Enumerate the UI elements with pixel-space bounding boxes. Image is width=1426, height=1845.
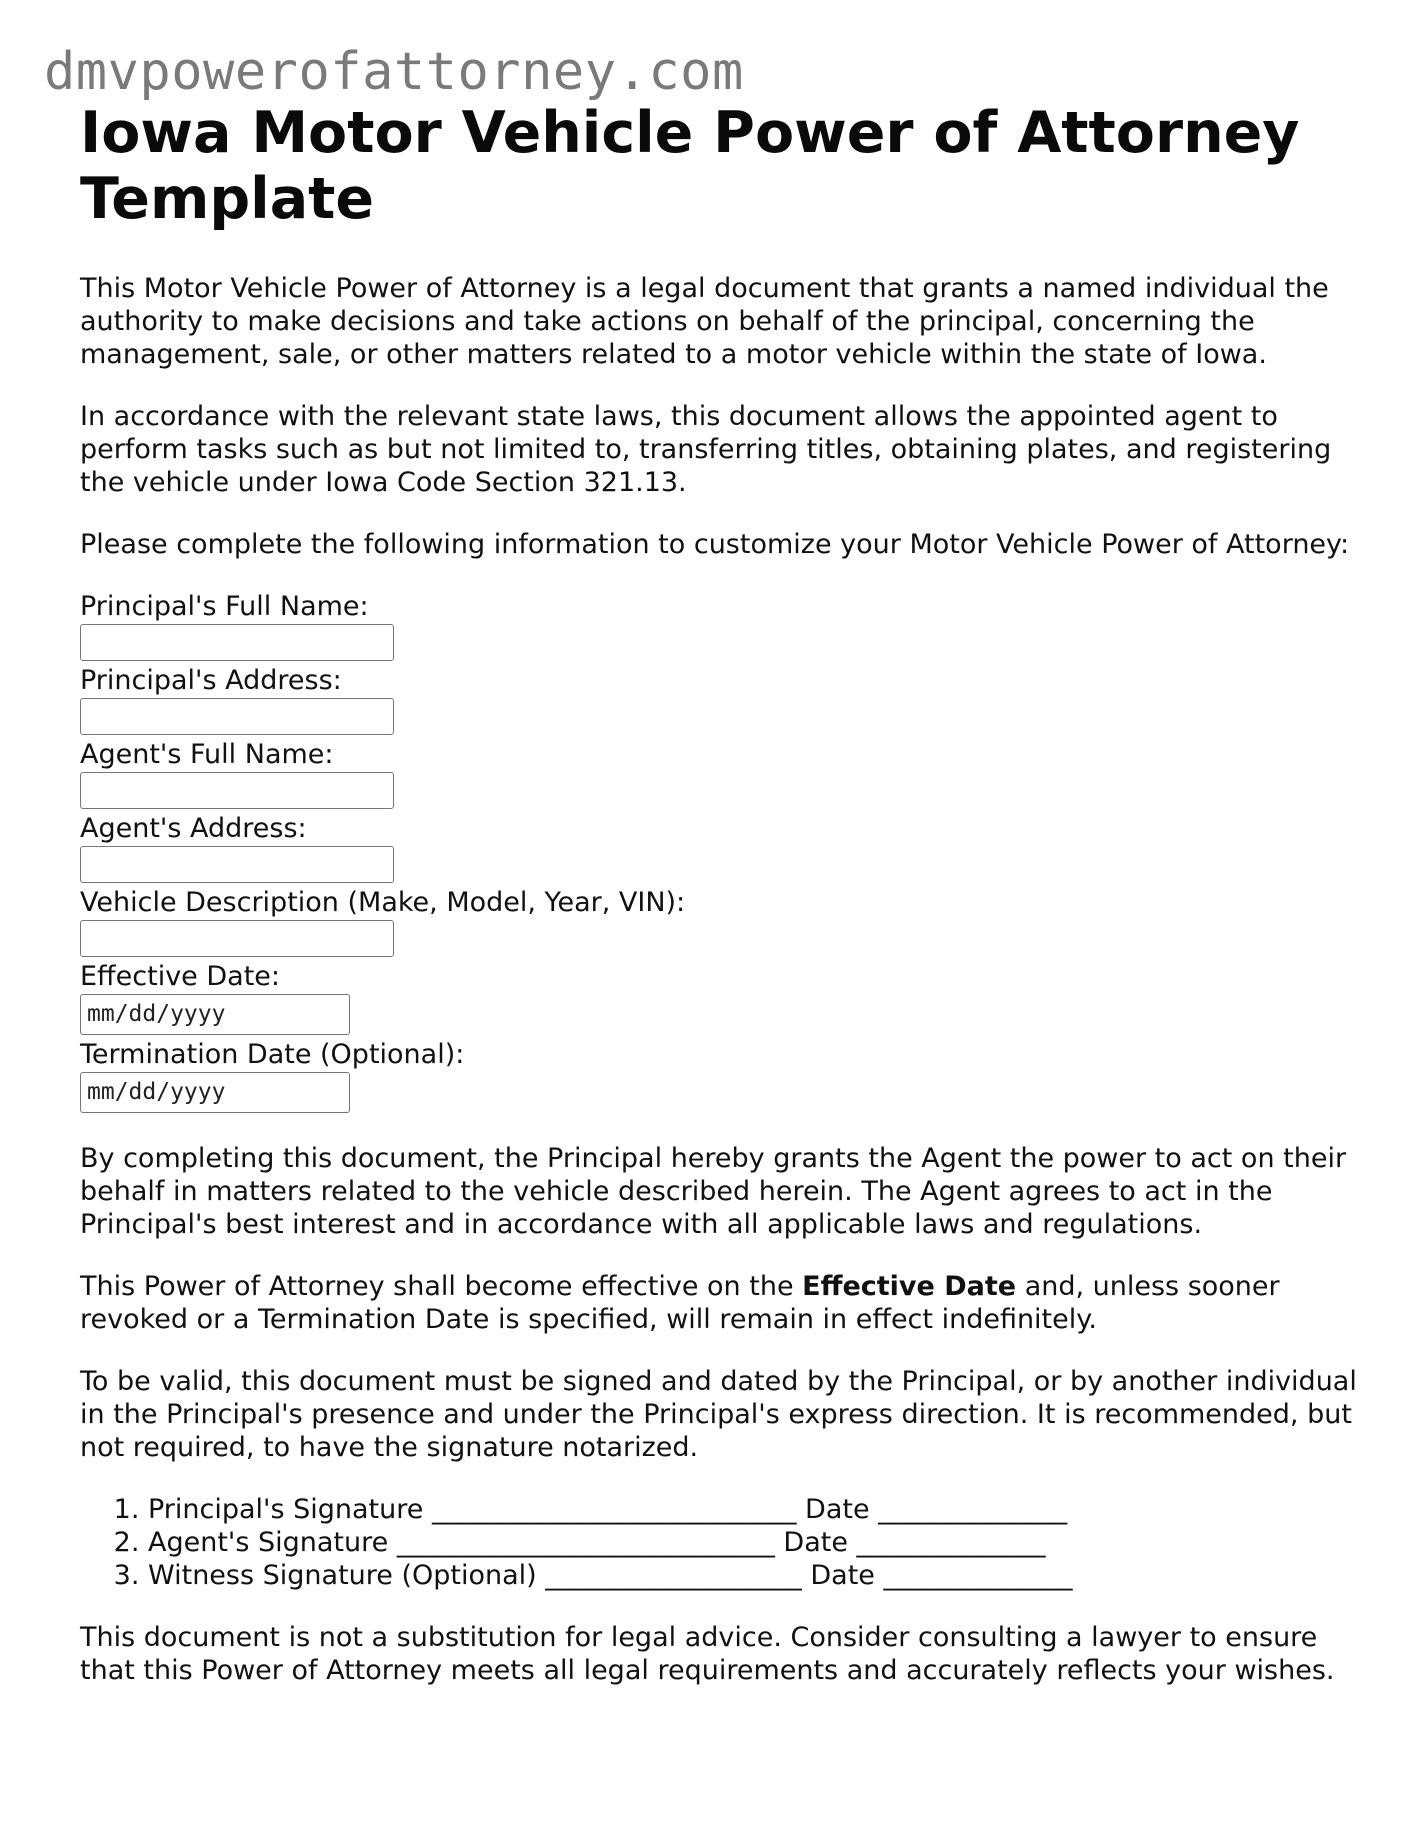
principal-name-label: Principal's Full Name:: [80, 591, 369, 622]
poa-form: [80, 590, 1370, 1113]
effective-text-after: and, unless sooner revoked or a Termination Date is specified, will remain in effect indefinitely.: [80, 1271, 1280, 1335]
validity-paragraph: To be valid, this document must be signed and dated by the Principal, or by another individual in the Principal's presence and under the Principal's express direction. It is recommended, but not required, to have the signature notarized.: [80, 1366, 1357, 1463]
witness-signature-line: 3. Witness Signature (Optional) ___________________ Date ______________: [148, 1559, 1370, 1592]
effective-paragraph: [80, 1270, 1370, 1336]
watermark: dmvpowerofattorney.com: [44, 42, 744, 102]
instructions-paragraph: Please complete the following information to customize your Motor Vehicle Power of Attorney:: [80, 529, 1350, 560]
principal-address-input[interactable]: [80, 698, 394, 735]
law-paragraph: In accordance with the relevant state laws, this document allows the appointed agent to perform tasks such as but not limited to, transferring titles, obtaining plates, and registering the vehicle under Iowa Code Section 321.13.: [80, 401, 1332, 498]
effective-date-input[interactable]: mm/dd/yyyy: [80, 994, 350, 1035]
grant-paragraph: By completing this document, the Principal hereby grants the Agent the power to act on their behalf in matters related to the vehicle described herein. The Agent agrees to act in the Principal's best interest and in accordance with all applicable laws and regulations.: [80, 1143, 1347, 1240]
principal-name-input[interactable]: [80, 624, 394, 661]
agent-name-label: Agent's Full Name:: [80, 739, 334, 770]
document-body: [80, 100, 1370, 1687]
intro-paragraph: This Motor Vehicle Power of Attorney is a legal document that grants a named individual the authority to make decisions and take actions on behalf of the principal, concerning the management, sale, or other matters related to a motor vehicle within the state of Iowa.: [80, 273, 1329, 370]
principal-signature-line: 1. Principal's Signature ___________________________ Date ______________: [148, 1493, 1370, 1526]
vehicle-description-label: Vehicle Description (Make, Model, Year, VIN):: [80, 887, 686, 918]
effective-date-term: Effective Date: [802, 1271, 1017, 1302]
agent-signature-line: 2. Agent's Signature ____________________________ Date ______________: [148, 1526, 1370, 1559]
effective-text-before: This Power of Attorney shall become effective on the: [80, 1271, 803, 1302]
page-title: Iowa Motor Vehicle Power of Attorney Template: [80, 100, 1300, 232]
signature-list: [80, 1493, 1370, 1592]
agent-name-input[interactable]: [80, 772, 394, 809]
termination-date-label: Termination Date (Optional):: [80, 1039, 465, 1070]
vehicle-description-input[interactable]: [80, 920, 394, 957]
termination-date-input[interactable]: mm/dd/yyyy: [80, 1072, 350, 1113]
effective-date-label: Effective Date:: [80, 961, 281, 992]
principal-address-label: Principal's Address:: [80, 665, 342, 696]
agent-address-input[interactable]: [80, 846, 394, 883]
disclaimer-paragraph: This document is not a substitution for legal advice. Consider consulting a lawyer to ensure that this Power of Attorney meets all legal requirements and accurately reflects your wishes.: [80, 1622, 1335, 1686]
agent-address-label: Agent's Address:: [80, 813, 307, 844]
